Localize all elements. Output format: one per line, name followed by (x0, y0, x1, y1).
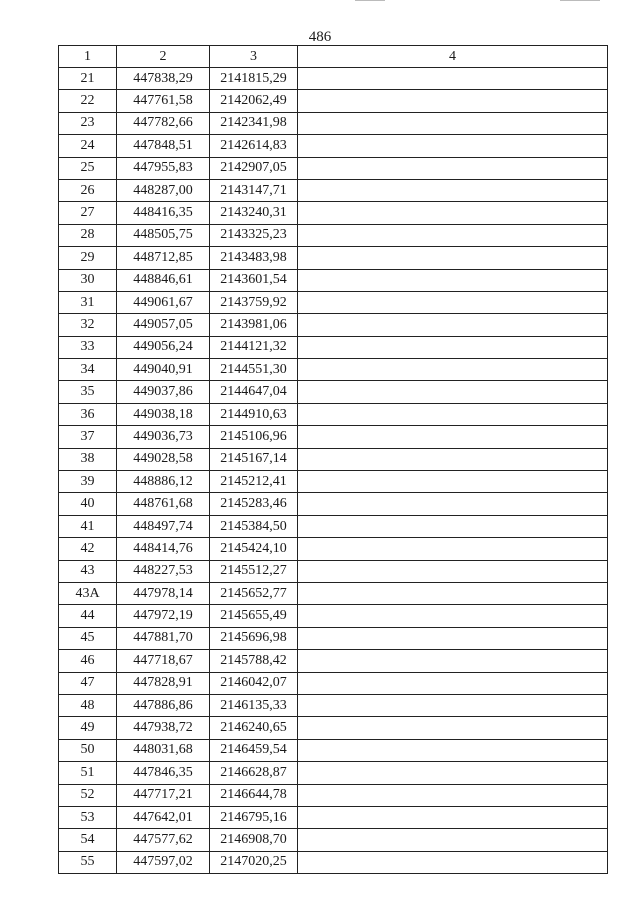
point-number-cell: 48 (59, 694, 117, 716)
x-coordinate-cell: 447955,83 (117, 157, 210, 179)
table-header-row (59, 46, 608, 68)
point-number-cell: 25 (59, 157, 117, 179)
point-number-cell: 36 (59, 403, 117, 425)
description-cell (298, 717, 608, 739)
description-cell (298, 202, 608, 224)
x-coordinate-cell: 447828,91 (117, 672, 210, 694)
y-coordinate-cell: 2144910,63 (210, 403, 298, 425)
x-coordinate-cell: 448287,00 (117, 179, 210, 201)
description-cell (298, 829, 608, 851)
x-coordinate-cell: 449056,24 (117, 336, 210, 358)
y-coordinate-cell: 2141815,29 (210, 68, 298, 90)
point-number-cell: 26 (59, 179, 117, 201)
description-cell (298, 269, 608, 291)
table-row (59, 851, 608, 873)
table-row (59, 269, 608, 291)
table-row (59, 336, 608, 358)
point-number-cell: 33 (59, 336, 117, 358)
table-row (59, 90, 608, 112)
description-cell (298, 672, 608, 694)
description-cell (298, 806, 608, 828)
column-header: 1 (59, 46, 117, 68)
y-coordinate-cell: 2143240,31 (210, 202, 298, 224)
y-coordinate-cell: 2145283,46 (210, 493, 298, 515)
description-cell (298, 582, 608, 604)
x-coordinate-cell: 448416,35 (117, 202, 210, 224)
x-coordinate-cell: 448886,12 (117, 471, 210, 493)
table-row (59, 247, 608, 269)
table-row (59, 471, 608, 493)
x-coordinate-cell: 447642,01 (117, 806, 210, 828)
y-coordinate-cell: 2143601,54 (210, 269, 298, 291)
description-cell (298, 784, 608, 806)
x-coordinate-cell: 448497,74 (117, 515, 210, 537)
x-coordinate-cell: 448846,61 (117, 269, 210, 291)
point-number-cell: 41 (59, 515, 117, 537)
table-body (59, 68, 608, 874)
description-cell (298, 739, 608, 761)
y-coordinate-cell: 2146042,07 (210, 672, 298, 694)
table-row (59, 515, 608, 537)
top-edge-mark-left (355, 0, 385, 1)
y-coordinate-cell: 2145696,98 (210, 627, 298, 649)
x-coordinate-cell: 447577,62 (117, 829, 210, 851)
x-coordinate-cell: 449036,73 (117, 426, 210, 448)
point-number-cell: 49 (59, 717, 117, 739)
y-coordinate-cell: 2147020,25 (210, 851, 298, 873)
point-number-cell: 53 (59, 806, 117, 828)
x-coordinate-cell: 448031,68 (117, 739, 210, 761)
point-number-cell: 31 (59, 291, 117, 313)
y-coordinate-cell: 2143981,06 (210, 314, 298, 336)
y-coordinate-cell: 2142062,49 (210, 90, 298, 112)
y-coordinate-cell: 2146644,78 (210, 784, 298, 806)
table-row (59, 381, 608, 403)
point-number-cell: 27 (59, 202, 117, 224)
table-row (59, 291, 608, 313)
table-row (59, 829, 608, 851)
y-coordinate-cell: 2142341,98 (210, 112, 298, 134)
y-coordinate-cell: 2145424,10 (210, 538, 298, 560)
point-number-cell: 54 (59, 829, 117, 851)
description-cell (298, 605, 608, 627)
point-number-cell: 37 (59, 426, 117, 448)
x-coordinate-cell: 448414,76 (117, 538, 210, 560)
point-number-cell: 42 (59, 538, 117, 560)
table-row (59, 157, 608, 179)
description-cell (298, 314, 608, 336)
table-row (59, 538, 608, 560)
description-cell (298, 90, 608, 112)
description-cell (298, 336, 608, 358)
point-number-cell: 50 (59, 739, 117, 761)
x-coordinate-cell: 448712,85 (117, 247, 210, 269)
table-row (59, 112, 608, 134)
description-cell (298, 381, 608, 403)
x-coordinate-cell: 447886,86 (117, 694, 210, 716)
description-cell (298, 560, 608, 582)
x-coordinate-cell: 447782,66 (117, 112, 210, 134)
description-cell (298, 627, 608, 649)
y-coordinate-cell: 2145106,96 (210, 426, 298, 448)
y-coordinate-cell: 2146795,16 (210, 806, 298, 828)
x-coordinate-cell: 447597,02 (117, 851, 210, 873)
point-number-cell: 29 (59, 247, 117, 269)
y-coordinate-cell: 2145652,77 (210, 582, 298, 604)
y-coordinate-cell: 2146135,33 (210, 694, 298, 716)
y-coordinate-cell: 2145512,27 (210, 560, 298, 582)
point-number-cell: 47 (59, 672, 117, 694)
description-cell (298, 247, 608, 269)
description-cell (298, 224, 608, 246)
x-coordinate-cell: 449061,67 (117, 291, 210, 313)
point-number-cell: 55 (59, 851, 117, 873)
y-coordinate-cell: 2146908,70 (210, 829, 298, 851)
table-row (59, 202, 608, 224)
y-coordinate-cell: 2143147,71 (210, 179, 298, 201)
y-coordinate-cell: 2143759,92 (210, 291, 298, 313)
x-coordinate-cell: 447978,14 (117, 582, 210, 604)
description-cell (298, 68, 608, 90)
table-row (59, 403, 608, 425)
point-number-cell: 43A (59, 582, 117, 604)
point-number-cell: 43 (59, 560, 117, 582)
point-number-cell: 52 (59, 784, 117, 806)
x-coordinate-cell: 448505,75 (117, 224, 210, 246)
point-number-cell: 35 (59, 381, 117, 403)
point-number-cell: 39 (59, 471, 117, 493)
table-row (59, 582, 608, 604)
table-row (59, 627, 608, 649)
table-row (59, 672, 608, 694)
point-number-cell: 44 (59, 605, 117, 627)
x-coordinate-cell: 449040,91 (117, 359, 210, 381)
x-coordinate-cell: 449037,86 (117, 381, 210, 403)
x-coordinate-cell: 447846,35 (117, 762, 210, 784)
table-row (59, 560, 608, 582)
table-row (59, 650, 608, 672)
description-cell (298, 112, 608, 134)
y-coordinate-cell: 2145384,50 (210, 515, 298, 537)
table-row (59, 448, 608, 470)
column-header: 3 (210, 46, 298, 68)
x-coordinate-cell: 449028,58 (117, 448, 210, 470)
table-row (59, 762, 608, 784)
y-coordinate-cell: 2144121,32 (210, 336, 298, 358)
x-coordinate-cell: 447881,70 (117, 627, 210, 649)
table-row (59, 806, 608, 828)
description-cell (298, 471, 608, 493)
description-cell (298, 157, 608, 179)
y-coordinate-cell: 2144551,30 (210, 359, 298, 381)
x-coordinate-cell: 449038,18 (117, 403, 210, 425)
description-cell (298, 359, 608, 381)
point-number-cell: 24 (59, 135, 117, 157)
y-coordinate-cell: 2145167,14 (210, 448, 298, 470)
point-number-cell: 30 (59, 269, 117, 291)
table-row (59, 179, 608, 201)
table-row (59, 784, 608, 806)
description-cell (298, 448, 608, 470)
y-coordinate-cell: 2142907,05 (210, 157, 298, 179)
x-coordinate-cell: 448761,68 (117, 493, 210, 515)
table-row (59, 426, 608, 448)
table-row (59, 359, 608, 381)
y-coordinate-cell: 2144647,04 (210, 381, 298, 403)
point-number-cell: 45 (59, 627, 117, 649)
y-coordinate-cell: 2145788,42 (210, 650, 298, 672)
table-row (59, 224, 608, 246)
point-number-cell: 40 (59, 493, 117, 515)
y-coordinate-cell: 2145655,49 (210, 605, 298, 627)
table-row (59, 314, 608, 336)
description-cell (298, 762, 608, 784)
description-cell (298, 538, 608, 560)
point-number-cell: 46 (59, 650, 117, 672)
point-number-cell: 22 (59, 90, 117, 112)
column-header: 4 (298, 46, 608, 68)
description-cell (298, 851, 608, 873)
description-cell (298, 694, 608, 716)
x-coordinate-cell: 447717,21 (117, 784, 210, 806)
x-coordinate-cell: 447848,51 (117, 135, 210, 157)
x-coordinate-cell: 448227,53 (117, 560, 210, 582)
y-coordinate-cell: 2145212,41 (210, 471, 298, 493)
y-coordinate-cell: 2146628,87 (210, 762, 298, 784)
description-cell (298, 426, 608, 448)
description-cell (298, 493, 608, 515)
y-coordinate-cell: 2143483,98 (210, 247, 298, 269)
page-number: 486 (308, 29, 332, 45)
top-edge-mark-right (560, 0, 600, 1)
table-row (59, 739, 608, 761)
table-row (59, 68, 608, 90)
x-coordinate-cell: 447761,58 (117, 90, 210, 112)
x-coordinate-cell: 449057,05 (117, 314, 210, 336)
y-coordinate-cell: 2143325,23 (210, 224, 298, 246)
description-cell (298, 179, 608, 201)
description-cell (298, 650, 608, 672)
point-number-cell: 21 (59, 68, 117, 90)
point-number-cell: 38 (59, 448, 117, 470)
x-coordinate-cell: 447972,19 (117, 605, 210, 627)
table-row (59, 694, 608, 716)
y-coordinate-cell: 2146459,54 (210, 739, 298, 761)
description-cell (298, 291, 608, 313)
table-row (59, 717, 608, 739)
table-row (59, 493, 608, 515)
x-coordinate-cell: 447938,72 (117, 717, 210, 739)
column-header: 2 (117, 46, 210, 68)
table-row (59, 605, 608, 627)
point-number-cell: 34 (59, 359, 117, 381)
description-cell (298, 135, 608, 157)
coordinates-table (58, 45, 608, 874)
description-cell (298, 515, 608, 537)
y-coordinate-cell: 2142614,83 (210, 135, 298, 157)
x-coordinate-cell: 447838,29 (117, 68, 210, 90)
point-number-cell: 28 (59, 224, 117, 246)
x-coordinate-cell: 447718,67 (117, 650, 210, 672)
point-number-cell: 23 (59, 112, 117, 134)
y-coordinate-cell: 2146240,65 (210, 717, 298, 739)
point-number-cell: 32 (59, 314, 117, 336)
point-number-cell: 51 (59, 762, 117, 784)
description-cell (298, 403, 608, 425)
table-row (59, 135, 608, 157)
